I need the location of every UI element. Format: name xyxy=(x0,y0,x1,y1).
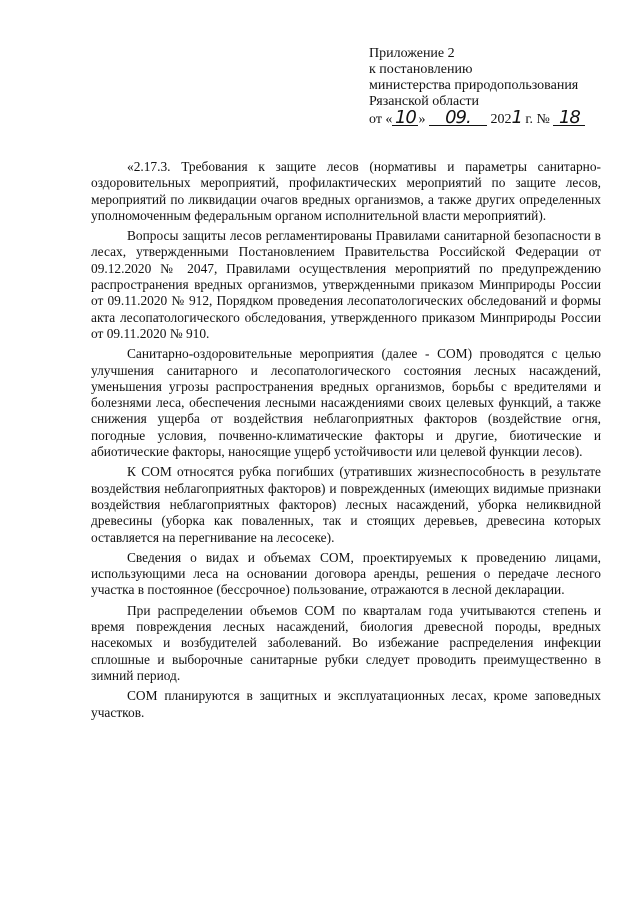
date-day-handwritten: 10 xyxy=(392,111,418,126)
paragraph-som-planning: СОМ планируются в защитных и эксплуатационных лесах, кроме заповедных участков. xyxy=(91,688,601,720)
appendix-ministry-line: министерства природопользования xyxy=(369,78,579,93)
paragraph-regulations: Вопросы защиты лесов регламентированы Правилами санитарной безопасности в лесах, утвержденными Постановлением Правительства Российской Федерации от 09.12.2020 № 2047, Правилами осуществления мероприятий по предупреждению распространения вредных организмов, утвержденными приказом Минприроды России от 09.11.2020 № 912, Порядком проведения лесопатологических обследований и формы акта лесопатологического обследования, утвержденного приказом Минприроды России от 09.11.2020 № 910. xyxy=(91,228,601,341)
paragraph-som-purpose: Санитарно-оздоровительные мероприятия (далее - СОМ) проводятся с целью улучшения санитарного и лесопатологического состояния лесных насаждений, уменьшения угрозы распространения вредных организмов, борьбы с вредителями и болезнями леса, обеспечения лесными насаждениями своих целевых функций, а также снижения ущерба от воздействия неблагоприятных факторов (воздействие огня, погодные условия, почвенно-климатические факторы и другие, биотические и абиотические факторы, наносящие ущерб устойчивости или целевой функции лесов). xyxy=(91,346,601,460)
paragraph-requirements: «2.17.3. Требования к защите лесов (нормативы и параметры санитарно-оздоровительных мероприятий, профилактических мероприятий по защите лесов, мероприятий по ликвидации очагов вредных организмов, а также других определенных уполномоченным федеральным органом исполнительной власти мероприятий). xyxy=(91,159,601,223)
paragraph-som-types: К СОМ относятся рубка погибших (утративших жизнеспособность в результате воздействия неблагоприятных факторов) и поврежденных (имеющих видимые признаки воздействия неблагоприятных факторов) лесных насаждений, уборка неликвидной древесины (уборка как поваленных, так и стоящих деревьев, древесина которых оставляется на перегнивание на лесосеке). xyxy=(91,464,601,545)
appendix-region-line: Рязанской области xyxy=(369,94,480,109)
appendix-date-line xyxy=(369,107,609,128)
date-month-handwritten: 09. xyxy=(429,111,487,126)
document-body xyxy=(91,159,601,725)
date-year-tail: г. № xyxy=(521,112,550,127)
paragraph-som-declaration: Сведения о видах и объемах СОМ, проектируемых к проведению лицами, использующими леса на основании договора аренды, решения о передаче лесного участка в постоянное (бессрочное) пользование, отражаются в лесной декларации. xyxy=(91,549,601,598)
appendix-title: Приложение 2 xyxy=(369,46,455,61)
paragraph-som-distribution: При распределении объемов СОМ по кварталам года учитываются степень и время повреждения лесных насаждений, биология древесной породы, вредных насекомых и возбудителей заболеваний. Во избежание распределения инфекции сплошные и выборочные санитарные рубки следует проводить преимущественно в зимний период. xyxy=(91,602,601,683)
date-day-close: » xyxy=(418,112,426,127)
document-number-handwritten: 18 xyxy=(553,111,585,126)
date-prefix: от « xyxy=(369,112,393,127)
date-year-prefix: 202 xyxy=(490,112,512,127)
date-year-handwritten: 1 xyxy=(511,107,522,128)
appendix-header xyxy=(369,46,609,128)
appendix-ref-line: к постановлению xyxy=(369,62,473,77)
